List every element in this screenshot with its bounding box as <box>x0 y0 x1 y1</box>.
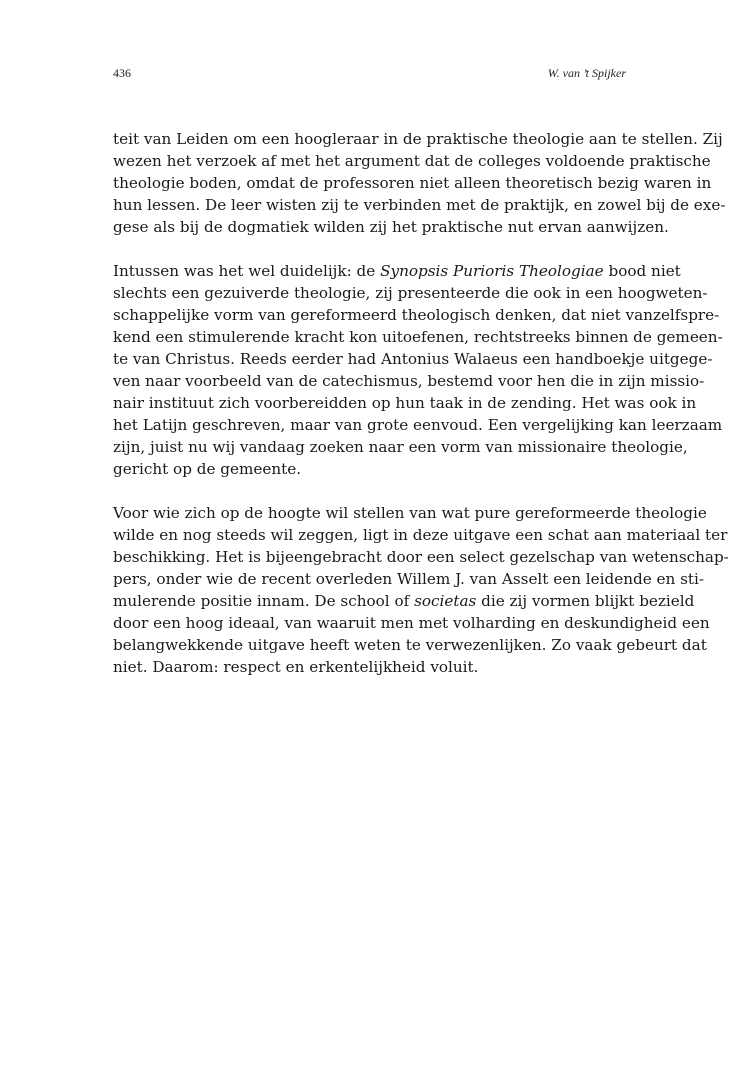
text-line: Voor wie zich op de hoogte wil stellen van wat pure gereformeerde theologie <box>113 504 707 522</box>
italic-term: societas <box>414 592 477 610</box>
text-line: te van Christus. Reeds eerder had Antonius Walaeus een handboekje uitgege- <box>113 350 713 368</box>
italic-title: Synopsis Purioris Theologiae <box>380 262 604 280</box>
text-line: kend een stimulerende kracht kon uitoefenen, rechtstreeks binnen de gemeen- <box>113 328 723 346</box>
text-line: hun lessen. De leer wisten zij te verbinden met de praktijk, en zowel bij de exe- <box>113 196 726 214</box>
text-line: niet. Daarom: respect en erkentelijkheid voluit. <box>113 658 479 676</box>
text-line: pers, onder wie de recent overleden Willem J. van Asselt een leidende en sti- <box>113 570 705 588</box>
text-line: slechts een gezuiverde theologie, zij presenteerde die ook in een hoogweten- <box>113 284 708 302</box>
text-line: zijn, juist nu wij vandaag zoeken naar een vorm van missionaire theologie, <box>113 438 688 456</box>
text-line <box>113 260 681 282</box>
text-line: nair instituut zich voorbereidden op hun taak in de zending. Het was ook in <box>113 394 697 412</box>
text-line <box>113 590 695 612</box>
text-line: wezen het verzoek af met het argument dat de colleges voldoende praktische <box>113 152 711 170</box>
text-run: Intussen was het wel duidelijk: de <box>113 262 381 280</box>
paragraph-1 <box>113 128 726 238</box>
text-run: mulerende positie innam. De school of <box>113 592 415 610</box>
running-head: W. van ’t Spijker <box>547 66 626 80</box>
body-text <box>113 128 729 678</box>
page-number: 436 <box>113 66 131 80</box>
paragraph-2 <box>113 260 723 480</box>
text-line: schappelijke vorm van gereformeerd theologisch denken, dat niet vanzelfspre- <box>113 306 720 324</box>
text-run: die zij vormen blijkt bezield <box>476 592 695 610</box>
text-line: gese als bij de dogmatiek wilden zij het praktische nut ervan aanwijzen. <box>113 218 669 236</box>
paragraph-gap <box>113 238 623 260</box>
text-run: bood niet <box>603 262 681 280</box>
paragraph-gap <box>113 480 623 502</box>
paragraph-3 <box>113 502 729 678</box>
text-line: het Latijn geschreven, maar van grote eenvoud. Een vergelijking kan leerzaam <box>113 416 723 434</box>
text-line: belangwekkende uitgave heeft weten te verwezenlijken. Zo vaak gebeurt dat <box>113 636 707 654</box>
text-line: wilde en nog steeds wil zeggen, ligt in deze uitgave een schat aan materiaal ter <box>113 526 728 544</box>
text-line: theologie boden, omdat de professoren niet alleen theoretisch bezig waren in <box>113 174 712 192</box>
text-line: ven naar voorbeeld van de catechismus, bestemd voor hen die in zijn missio- <box>113 372 705 390</box>
text-line: beschikking. Het is bijeengebracht door een select gezelschap van wetenschap- <box>113 548 729 566</box>
text-line: door een hoog ideaal, van waaruit men met volharding en deskundigheid een <box>113 614 710 632</box>
text-line: gericht op de gemeente. <box>113 460 302 478</box>
text-line: teit van Leiden om een hoogleraar in de praktische theologie aan te stellen. Zij <box>113 130 723 148</box>
